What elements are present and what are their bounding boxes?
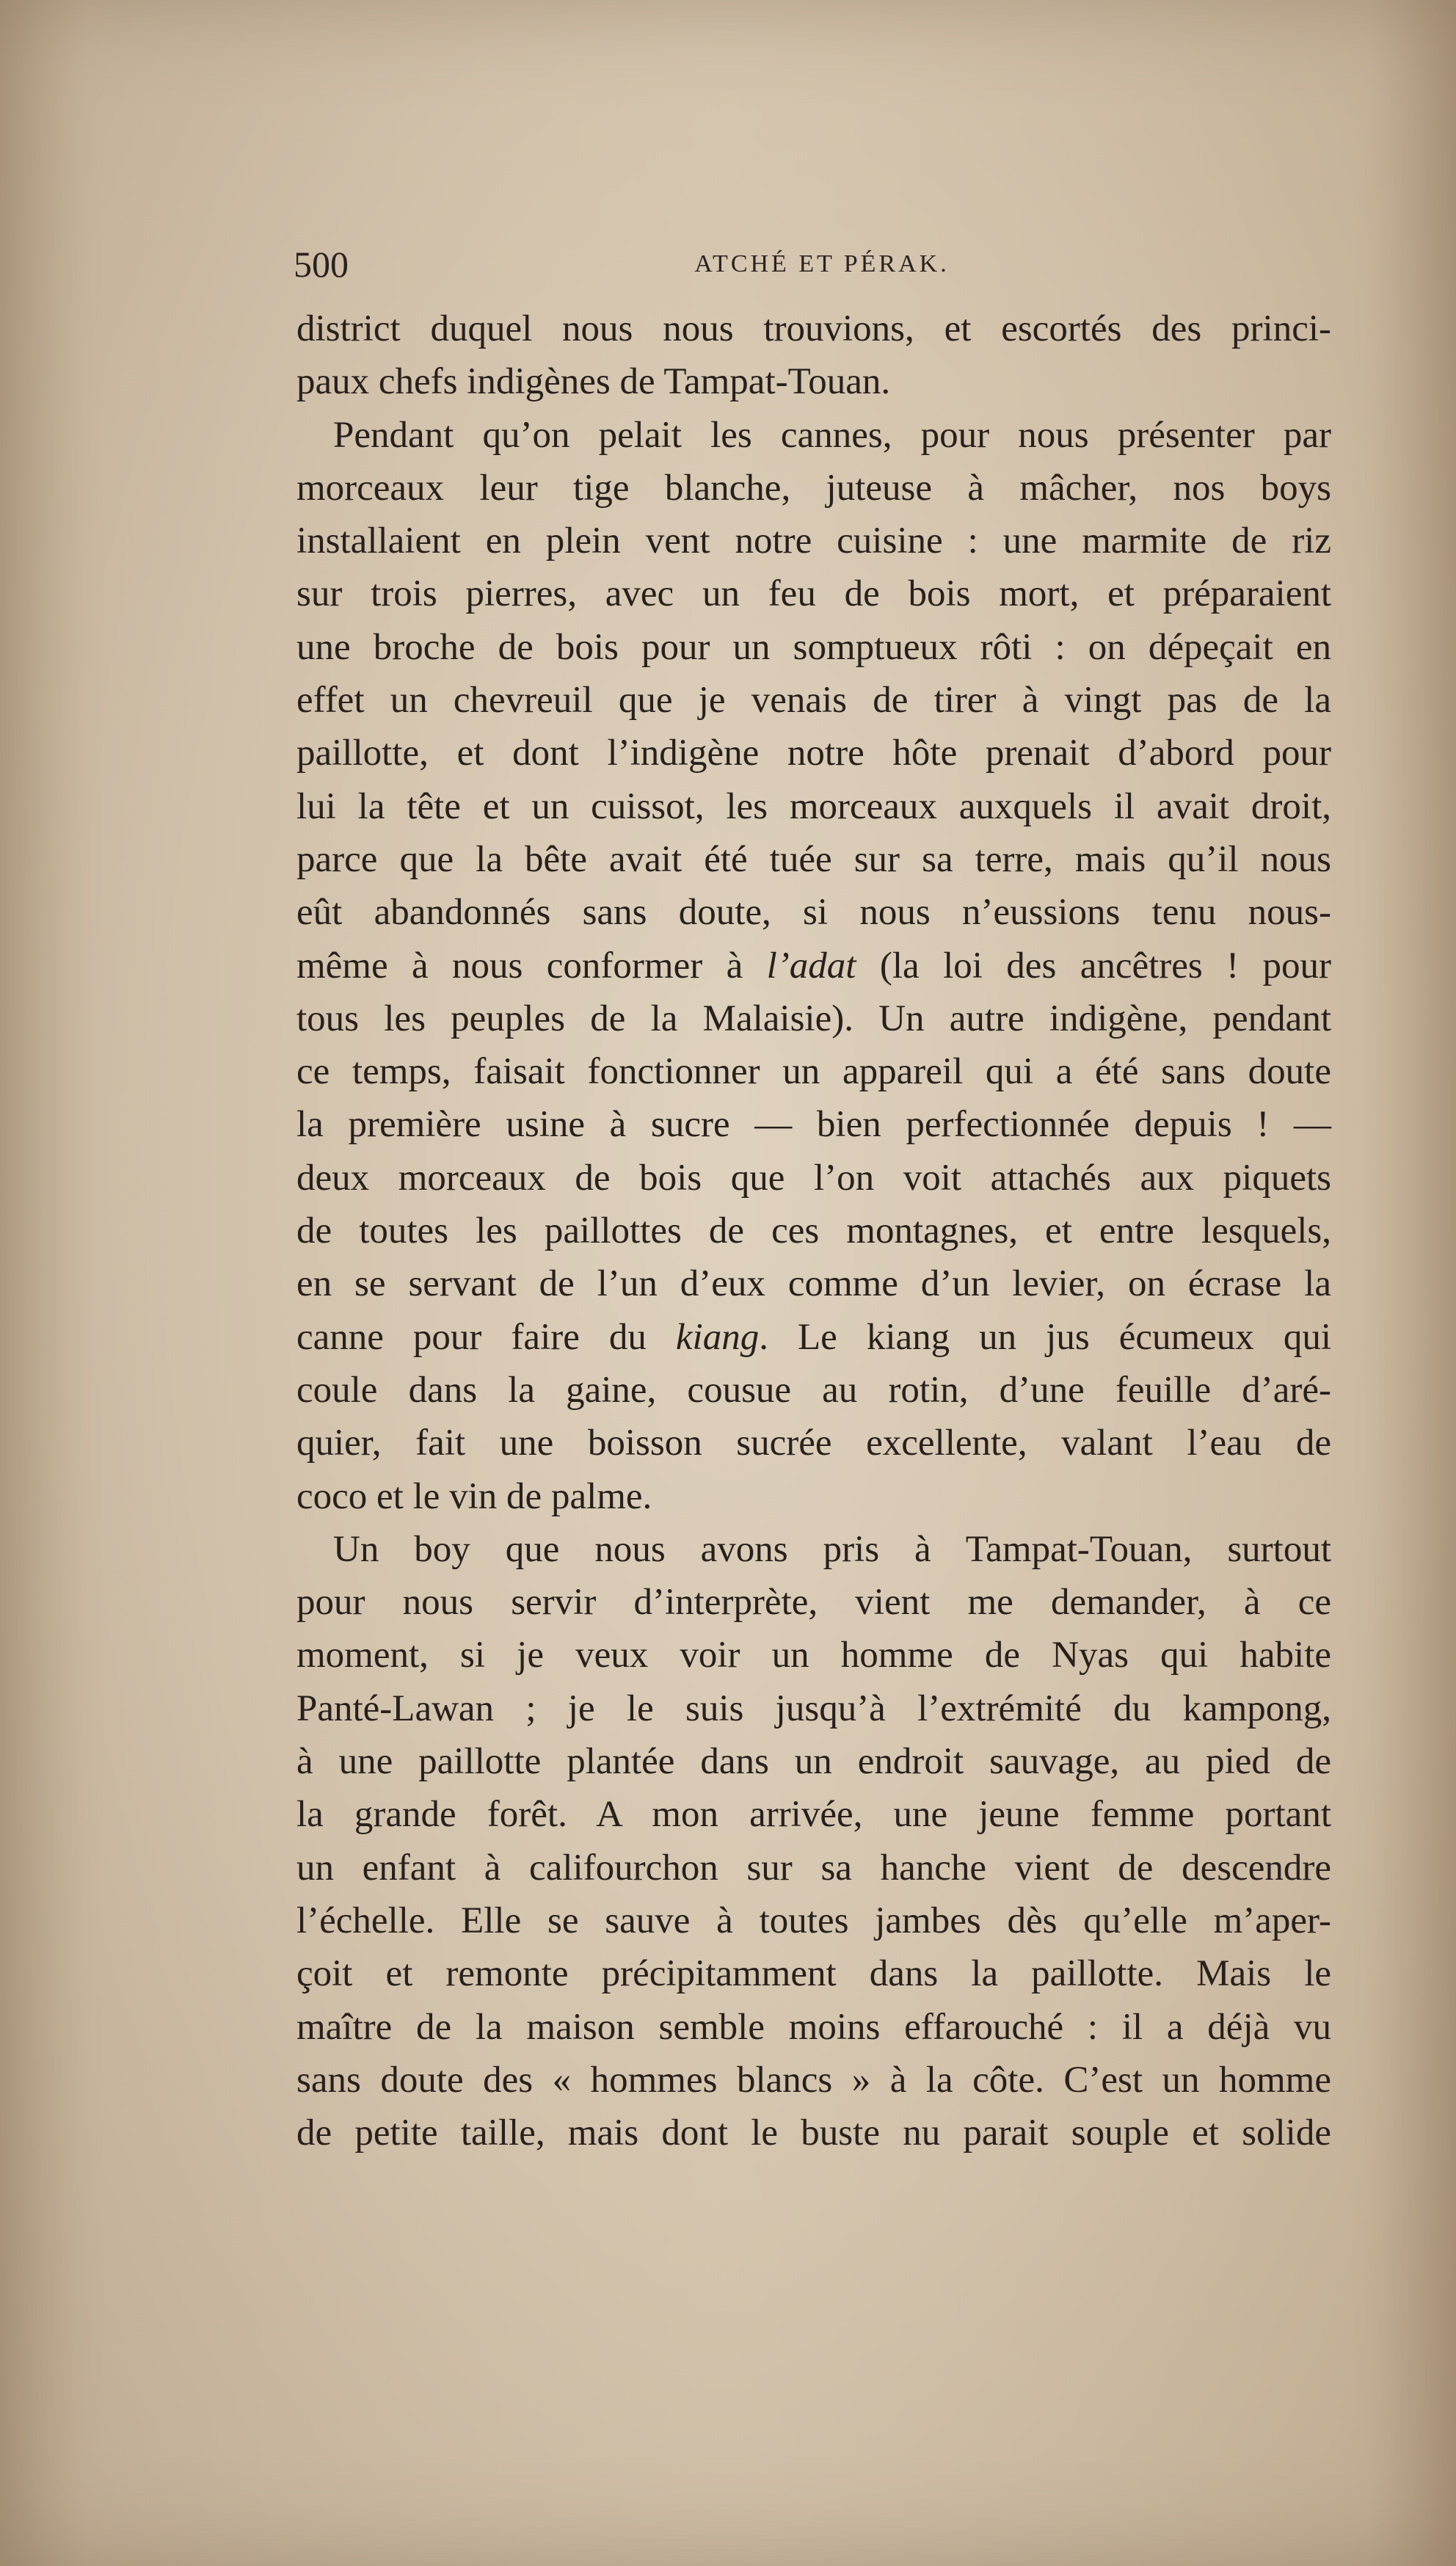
italic-term-adat: l’adat [766, 945, 856, 986]
text-line: parce que la bête avait été tuée sur sa terre, mais qu’il nous [296, 838, 1331, 880]
text-line: paillotte, et dont l’indigène notre hôte prenait d’abord pour [296, 733, 1331, 774]
text-line: coco et le vin de palme. [296, 1475, 652, 1517]
text-line: à une paillotte plantée dans un endroit sauvage, au pied de [296, 1741, 1331, 1783]
body-text [296, 302, 1331, 2159]
text-line: effet un chevreuil que je venais de tirer à vingt pas de la [296, 680, 1331, 722]
text-line: district duquel nous nous trouvions, et escortés des princi- [296, 308, 1331, 349]
text-line-with-italic [296, 939, 1331, 992]
text-line: quier, fait une boisson sucrée excellente, valant l’eau de [296, 1422, 1331, 1464]
text-line: morceaux leur tige blanche, juteuse à mâcher, nos boys [296, 467, 1331, 509]
text-line: de petite taille, mais dont le buste nu parait souple et solide [296, 2112, 1331, 2154]
text-line: moment, si je veux voir un homme de Nyas qui habite [296, 1635, 1331, 1676]
text-line: un enfant à califourchon sur sa hanche vient de descendre [296, 1847, 1331, 1889]
text-line: Pendant qu’on pelait les cannes, pour nous présenter par [333, 414, 1331, 456]
text-line: Panté-Lawan ; je le suis jusqu’à l’extrémité du kampong, [296, 1687, 1331, 1729]
text-line: de toutes les paillottes de ces montagnes, et entre lesquels, [296, 1210, 1331, 1252]
text-line-with-italic [296, 1311, 1331, 1364]
text-segment: canne pour faire du [296, 1316, 647, 1358]
text-line: la grande forêt. A mon arrivée, une jeune femme portant [296, 1794, 1331, 1836]
italic-term-kiang: kiang [675, 1316, 760, 1358]
text-line: une broche de bois pour un somptueux rôti : on dépeçait en [296, 626, 1331, 668]
text-segment: même à nous conformer à [296, 945, 743, 986]
text-line: en se servant de l’un d’eux comme d’un levier, on écrase la [296, 1263, 1331, 1305]
text-line: la première usine à sucre — bien perfectionnée depuis ! — [296, 1104, 1331, 1146]
page-number: 500 [294, 244, 349, 285]
text-line: deux morceaux de bois que l’on voit attachés aux piquets [296, 1157, 1331, 1199]
text-line: sans doute des « hommes blancs » à la côte. C’est un homme [296, 2059, 1331, 2101]
text-line: lui la tête et un cuissot, les morceaux auxquels il avait droit, [296, 785, 1331, 827]
text-segment: (la loi des ancêtres ! pour [879, 945, 1332, 986]
text-line: installaient en plein vent notre cuisine : une marmite de riz [296, 520, 1331, 562]
text-line: coule dans la gaine, cousue au rotin, d’une feuille d’aré- [296, 1369, 1331, 1411]
text-line: eût abandonnés sans doute, si nous n’eussions tenu nous- [296, 892, 1331, 934]
text-line: sur trois pierres, avec un feu de bois mort, et préparaient [296, 573, 1331, 615]
text-segment: . Le kiang un jus écumeux qui [759, 1316, 1332, 1358]
running-head [294, 239, 1336, 290]
text-line: Un boy que nous avons pris à Tampat-Touan, surtout [333, 1528, 1331, 1570]
text-line: maître de la maison semble moins effarouché : il a déjà vu [296, 2006, 1331, 2048]
text-line: paux chefs indigènes de Tampat-Touan. [296, 361, 891, 403]
running-title: ATCHÉ ET PÉRAK. [694, 250, 950, 277]
text-line: çoit et remonte précipitamment dans la paillotte. Mais le [296, 1953, 1331, 1995]
text-line: ce temps, faisait fonctionner un appareil qui a été sans doute [296, 1051, 1331, 1093]
text-line: l’échelle. Elle se sauve à toutes jambes dès qu’elle m’aper- [296, 1900, 1331, 1941]
text-line: tous les peuples de la Malaisie). Un autre indigène, pendant [296, 997, 1331, 1039]
text-line: pour nous servir d’interprète, vient me demander, à ce [296, 1582, 1331, 1624]
